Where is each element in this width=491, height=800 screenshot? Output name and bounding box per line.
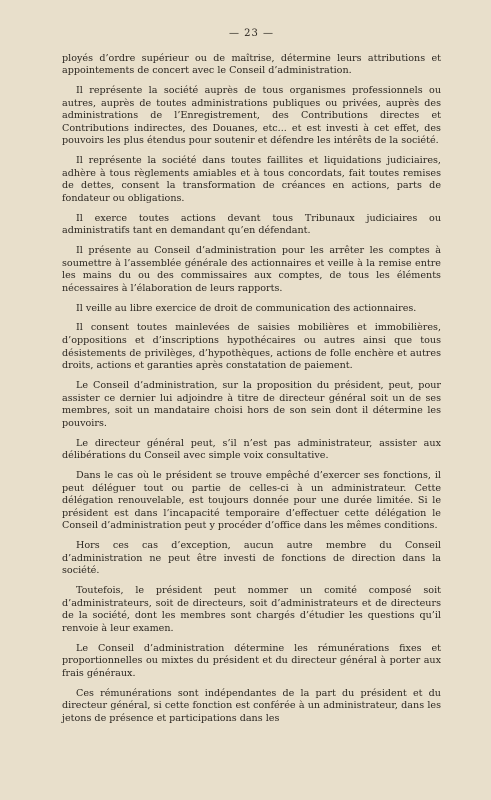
page-number: — 23 — bbox=[228, 28, 275, 39]
paragraph: Dans le cas où le président se trouve empêché d’exercer ses fonctions, il peut déléguer tout ou partie de celles-ci à un administrateur. Cette délégation renouvelable, est toujours donnée pour une durée limitée. Si le président est dans l’incapacité temporaire d’effectuer cette délégation le Conseil d’administration peut y procéder d’office dans les mêmes conditions. bbox=[62, 469, 441, 532]
paragraph: Il veille au libre exercice de droit de communication des actionnaires. bbox=[76, 302, 417, 314]
paragraph: Le directeur général peut, s’il n’est pas administrateur, assister aux délibérations du Conseil avec simple voix consultative. bbox=[62, 437, 441, 462]
paragraph: ployés d’ordre supérieur ou de maîtrise, détermine leurs attributions et appointements de concert avec le Conseil d’administration. bbox=[62, 52, 441, 77]
paragraph: Il représente la société auprès de tous organismes professionnels ou autres, auprès de toutes administrations publiques ou privées, auprès des administrations de l’Enregistrement, des Contributions directes et Contributions indirectes, des Douanes, etc... et est investi à cet effet, des pouvoirs les plus étendus pour soutenir et défendre les intérêts de la société. bbox=[62, 84, 441, 147]
paragraph: Il consent toutes mainlevées de saisies mobilières et immobilières, d’oppositions et d’inscriptions hypothécaires ou autres ainsi que tous désistements de privilèges, d’hypothèques, actions de folle enchère et autres droits, actions et garanties après constatation de paiement. bbox=[62, 322, 441, 372]
paragraph: Il exerce toutes actions devant tous Tribunaux judiciaires ou administratifs tant en demandant qu’en défendant. bbox=[62, 212, 441, 237]
paragraph: Le Conseil d’administration détermine les rémunérations fixes et proportionnelles ou mixtes du président et du directeur général à porter aux frais généraux. bbox=[62, 642, 441, 679]
paragraph: Le Conseil d’administration, sur la proposition du président, peut, pour assister ce dernier lui adjoindre à titre de directeur général soit un de ses membres, soit un mandataire choisi hors de son sein dont il détermine les pouvoirs. bbox=[62, 379, 441, 429]
paragraph: Il présente au Conseil d’administration pour les arrêter les comptes à soumettre à l’assemblée générale des actionnaires et veille à la remise entre les mains du ou des commissaires aux comptes, de tous les éléments nécessaires à l’élaboration de leurs rapports. bbox=[62, 245, 441, 294]
paragraph: Toutefois, le président peut nommer un comité composé soit d’administrateurs, soit de directeurs, soit d’administrateurs et de directeurs de la société, dont les membres sont chargés d’étudier les questions qu’il renvoie à leur examen. bbox=[62, 585, 441, 634]
paragraph: Il représente la société dans toutes faillites et liquidations judiciaires, adhère à tous règlements amiables et à tous concordats, fait toutes remises de dettes, consent la transformation de créances en actions, parts de fondateur ou obligations. bbox=[62, 155, 441, 204]
body-text bbox=[62, 53, 441, 726]
paragraph: Hors ces cas d’exception, aucun autre membre du Conseil d’administration ne peut être investi de fonctions de direction dans la société. bbox=[62, 540, 441, 577]
paragraph: Ces rémunérations sont indépendantes de la part du président et du directeur général, si cette fonction est conférée à un administrateur, dans les jetons de présence et participations dans les bbox=[62, 687, 441, 724]
